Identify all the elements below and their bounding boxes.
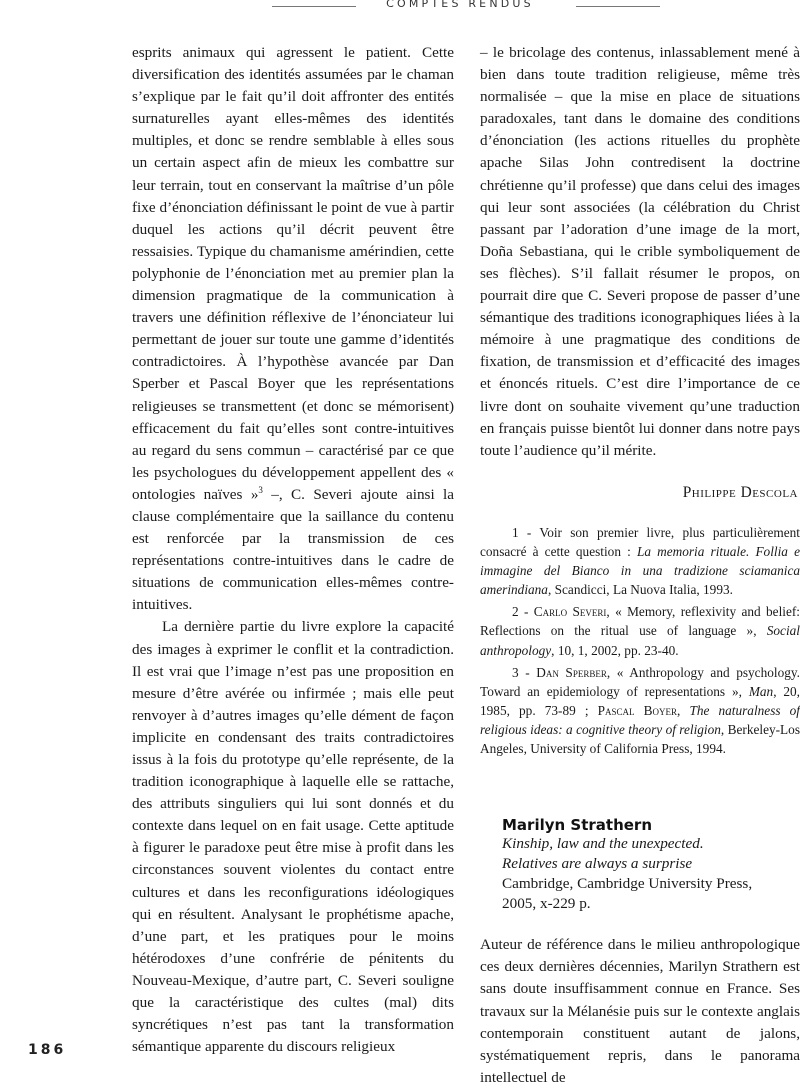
footnote-3-end: , Berkeley-Los Angeles, University of California Press, 1994. [480,721,800,757]
footnote-3-title: The naturalness of religious ideas: a cognitive theory of religion [480,702,800,737]
footnote-2-number: 2 - [512,604,534,620]
right-column [480,42,800,462]
footnote-3-author: Dan Sperber [536,664,607,680]
footnote-1-end: , Scandicci, La Nuova Italia, 1993. [547,582,733,598]
footnote-2 [480,602,800,659]
review-paragraph-1: Auteur de référence dans le milieu anthropologique ces deux dernières décennies, Marilyn Strathern est sans doute insuffisamment connue en France. Ses travaux sur la Mélanésie puis sur le contexte anglais contemporain constituent autant de jalons, systématiquement repris, dans le panorama intellectuel de [480,936,800,1087]
book-title-line-2: Relatives are always a surprise [502,855,693,872]
footnote-1-text: Voir son premier livre, plus particulièrement consacré à cette question : [480,525,800,560]
header-rule-right [576,6,660,7]
running-header [0,0,800,14]
signature-name: Philippe Descola [682,484,798,501]
footnote-ref-3[interactable]: 3 [258,484,263,495]
review-book-heading [502,816,800,914]
page-number: 186 [28,1042,67,1058]
right-paragraph-1: – le bricolage des contenus, inlassablement mené à bien dans toute tradition religieuse, même très normalisée – que la mise en place de situations paradoxales, tant dans le domaine des conditions d’énonciation (les actions rituelles du prophète apache Silas John contredisent la doctrine chrétienne qu’il professe) que dans celui des images qui leur sont associées (la célébration du Christ passant par l’adoration d’une image de la mort, Doña Sebastiana, qui le crible symboliquement de ses flèches). S’il fallait résumer le propos, on pourrait dire que C. Severi propose de passer d’une sémantique des traditions iconographiques liées à la mémoire à une pragmatique des conditions de fixation, de transmission et d’efficacité des images et énoncés rituels. C’est dire l’importance de ce livre dont on souhaite vivement qu’une traduction en français puisse bientôt lui donner dans notre pays toute l’audience qu’il mérite. [480,44,800,459]
footnote-3-author-2: Pascal Boyer [597,702,678,718]
left-column [132,42,454,1058]
review-signature [480,484,798,502]
footnote-1-title: La memoria rituale. Follia e immagine del Bianco in una tradizione sciamanica amerindiana [480,544,800,598]
left-paragraph-1-text: esprits animaux qui agressent le patient. Cette diversification des identités assumées par le chaman s’explique par le fait qu’il doit affronter des entités surnaturelles ayant elles-mêmes des identités multiples, et donc se rendre semblable à elles sous un certain aspect afin de mieux les combattre sur leur terrain, tout en conservant la maîtrise d’un pôle fixe d’énonciation définissant le point de vue à partir duquel les actions qu’il décrit peuvent être ressaisies. Typique du chamanisme amérindien, cette polyphonie de l’énonciation met au premier plan la dimension pragmatique de la communication à travers une définition réflexive de l’énonciateur lui permettant de jouer sur toute une gamme d’identités contradictoires. À l’hypothèse avancée par Dan Sperber et Pascal Boyer que les représentations religieuses se transmettent (et donc se mémorisent) efficacement du fait qu’elles sont contre-intuitives au regard du sens commun – caractérisé par ce que les psychologues du développement appellent des « ontologies naïves » [132,44,454,503]
footnote-3-mid: , 20, 1985, pp. 73-89 ; [480,683,800,718]
footnote-3-separator: , [677,702,690,718]
footnote-2-end: , 10, 1, 2002, pp. 23-40. [551,642,679,658]
footnote-3-text: , « Anthropology and psychology. Toward an epidemiology of representations », [480,664,800,699]
left-paragraph-1-end: –, C. Severi ajoute ainsi la clause complémentaire que la saillance du contenu est renforcée par la transmission de ces représentations contre-intuitives dans le cadre de situations de communication elles-mêmes contre-intuitives. [132,485,455,614]
footnote-1 [480,523,800,599]
footnote-2-author: Carlo Severi [533,604,607,620]
footnote-2-journal: Social anthropology [480,623,800,658]
footnote-3 [480,663,800,758]
footnote-3-number: 3 - [512,664,537,680]
footnotes [480,523,800,758]
footnote-2-text: , « Memory, reflexivity and belief: Reflections on the ritual use of language », [480,604,800,639]
book-publisher: Cambridge, Cambridge University Press, [502,875,753,892]
book-author: Marilyn Strathern [502,816,652,834]
book-details: 2005, x-229 p. [502,895,591,912]
footnote-3-journal: Man [748,683,774,699]
running-header-title: COMPTES RENDUS [386,0,534,10]
book-title-line-1: Kinship, law and the unexpected. [502,835,704,852]
footnote-1-number: 1 - [512,525,540,540]
left-paragraph-2: La dernière partie du livre explore la capacité des images à exprimer le conflit et la contradiction. Il est vrai que l’image n’est pas une proposition en mesure d’être avérée ou infirmée ; mais elle peut renvoyer à d’autres images qu’elle dément de façon implicite en condensant des traits contradictoires issus à la fois du prototype qu’elle représente, de la tradition iconographique à laquelle elle se rattache, des attributs singuliers qui lui sont donnés et du contexte dans lequel on en fait usage. Cette aptitude à figurer le paradoxe peut être mise à profit dans les circonstances souvent violentes du contact entre cultures et dans les reconfigurations idéologiques qui en résultent. Analysant le prophétisme apache, d’une part, et les pratiques pour le moins hétérodoxes d’une confrérie de pénitents du Nouveau-Mexique, d’autre part, C. Severi souligne que la caractéristique des cultes (mal) dits syncrétiques n’est pas tant la transformation sémantique apparente du discours religieux [132,618,454,1056]
review-body [480,934,800,1089]
left-paragraph-1 [132,42,454,616]
header-rule-left [272,6,356,7]
